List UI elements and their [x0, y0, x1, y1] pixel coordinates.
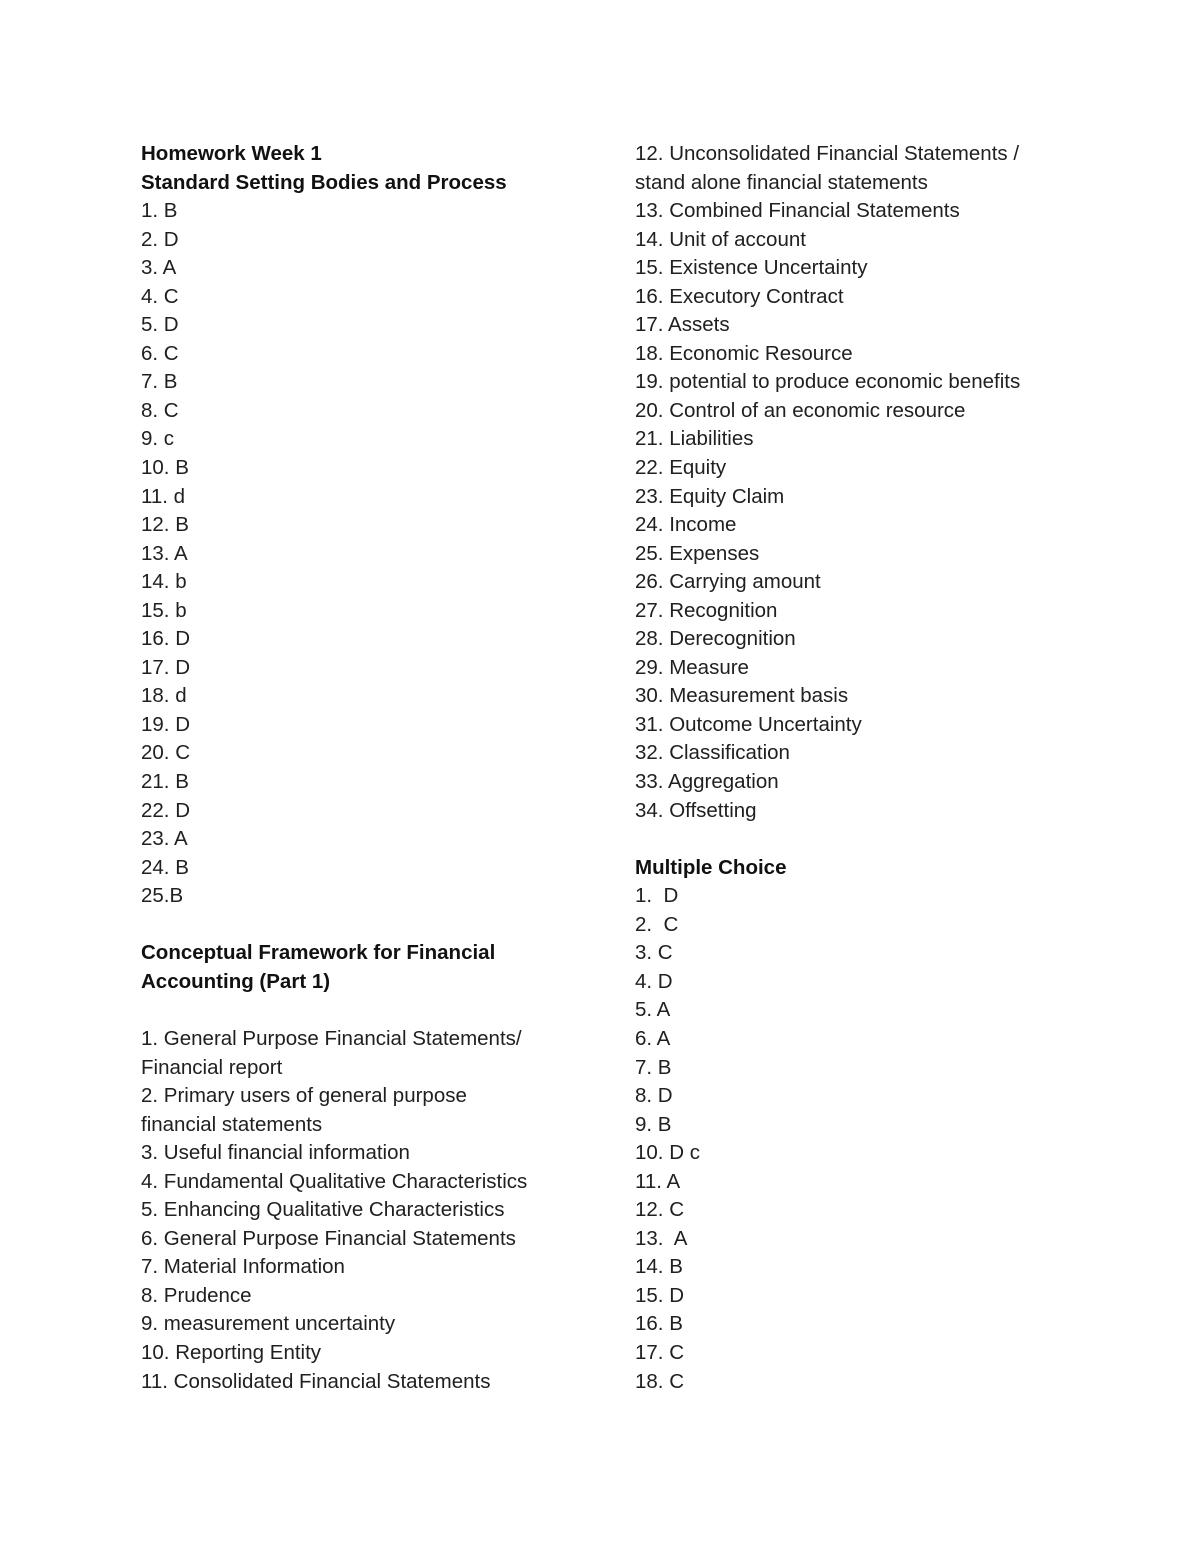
list-item: 5. Enhancing Qualitative Characteristics [141, 1198, 505, 1222]
left-column [141, 140, 571, 1396]
list-item: 23. Equity Claim [635, 484, 785, 508]
list-item: 8. Prudence [141, 1283, 252, 1307]
list-item: financial statements [141, 1112, 323, 1136]
list-item: 10. Reporting Entity [141, 1340, 322, 1364]
list-item: 13. Combined Financial Statements [635, 199, 960, 223]
answer-item: 21. B [141, 770, 189, 794]
list-item: 25. Expenses [635, 541, 760, 565]
list-item: 31. Outcome Uncertainty [635, 712, 862, 736]
answer-item: 14. B [635, 1255, 683, 1279]
answer-item: 7. B [141, 370, 178, 394]
list-item: 1. General Purpose Financial Statements/ [141, 1026, 522, 1050]
list-item: 28. Derecognition [635, 627, 796, 651]
answer-item: 7. B [635, 1055, 672, 1079]
answer-item: 2. C [635, 912, 679, 936]
multiple-choice-answer-list [635, 882, 1065, 1396]
answer-item: 17. C [635, 1340, 684, 1364]
answer-item: 8. D [635, 1084, 673, 1108]
standard-setting-answer-list [141, 197, 571, 911]
answer-item: 1. B [141, 199, 178, 223]
list-item: 29. Measure [635, 655, 749, 679]
answer-item: 12. B [141, 513, 189, 537]
answer-item: 23. A [141, 827, 188, 851]
list-item: 33. Aggregation [635, 770, 779, 794]
list-item: 19. potential to produce economic benefits [635, 370, 1021, 394]
answer-item: 8. C [141, 398, 179, 422]
answer-item: 9. B [635, 1112, 672, 1136]
list-item: 7. Material Information [141, 1255, 345, 1279]
list-item: 2. Primary users of general purpose [141, 1084, 467, 1108]
list-item: 24. Income [635, 513, 737, 537]
answer-item: 11. d [141, 484, 186, 508]
list-item: 27. Recognition [635, 598, 778, 622]
answer-item: 16. D [141, 627, 190, 651]
list-item: 15. Existence Uncertainty [635, 256, 868, 280]
section-heading-conceptual-framework: Conceptual Framework for Financial [141, 941, 496, 965]
answer-item: 4. D [635, 969, 673, 993]
answer-item: 2. D [141, 227, 179, 251]
answer-item: 22. D [141, 798, 190, 822]
section-heading-standard-setting: Standard Setting Bodies and Process [141, 170, 507, 194]
list-item: 4. Fundamental Qualitative Characteristics [141, 1169, 528, 1193]
answer-item: 20. C [141, 741, 190, 765]
section-heading-conceptual-framework-cont: Accounting (Part 1) [141, 969, 331, 993]
answer-item: 5. A [635, 998, 671, 1022]
answer-item: 18. C [635, 1369, 684, 1393]
answer-item: 10. B [141, 456, 189, 480]
list-item: 34. Offsetting [635, 798, 757, 822]
list-item: 20. Control of an economic resource [635, 398, 966, 422]
document-title: Homework Week 1 [141, 142, 322, 165]
answer-item: 19. D [141, 712, 190, 736]
answer-item: 9. c [141, 427, 175, 451]
list-item: 18. Economic Resource [635, 341, 853, 365]
list-item: 16. Executory Contract [635, 284, 844, 308]
list-item: 6. General Purpose Financial Statements [141, 1226, 516, 1250]
answer-item: 4. C [141, 284, 179, 308]
list-item: stand alone financial statements [635, 170, 928, 194]
answer-item: 17. D [141, 655, 190, 679]
answer-item: 15. b [141, 598, 187, 622]
answer-item: 15. D [635, 1283, 684, 1307]
spacer [141, 996, 571, 1025]
list-item: 22. Equity [635, 456, 727, 480]
list-item: 32. Classification [635, 741, 790, 765]
spacer [141, 911, 571, 940]
answer-item: 14. b [141, 570, 187, 594]
answer-item: 18. d [141, 684, 187, 708]
right-column [635, 140, 1065, 1396]
spacer [635, 825, 1065, 854]
list-item: 11. Consolidated Financial Statements [141, 1369, 491, 1393]
list-item: 3. Useful financial information [141, 1141, 410, 1165]
section-heading-multiple-choice: Multiple Choice [635, 855, 787, 879]
list-item: 26. Carrying amount [635, 570, 821, 594]
answer-item: 13. A [141, 541, 188, 565]
answer-item: 25.B [141, 884, 184, 908]
answer-item: 6. A [635, 1026, 671, 1050]
answer-item: 1. D [635, 884, 679, 908]
answer-item: 3. C [635, 941, 673, 965]
answer-item: 5. D [141, 313, 179, 337]
answer-item: 10. D c [635, 1141, 700, 1165]
answer-item: 24. B [141, 855, 189, 879]
conceptual-framework-list-continued [635, 140, 1065, 825]
list-item: 14. Unit of account [635, 227, 806, 251]
answer-item: 12. C [635, 1198, 684, 1222]
answer-item: 16. B [635, 1312, 683, 1336]
list-item: 17. Assets [635, 313, 730, 337]
conceptual-framework-list [141, 1025, 571, 1396]
list-item: 21. Liabilities [635, 427, 754, 451]
list-item: 12. Unconsolidated Financial Statements / [635, 142, 1020, 165]
answer-item: 3. A [141, 256, 177, 280]
list-item: Financial report [141, 1055, 283, 1079]
list-item: 9. measurement uncertainty [141, 1312, 396, 1336]
answer-item: 13. A [635, 1226, 688, 1250]
list-item: 30. Measurement basis [635, 684, 849, 708]
answer-item: 6. C [141, 341, 179, 365]
answer-item: 11. A [635, 1169, 681, 1193]
